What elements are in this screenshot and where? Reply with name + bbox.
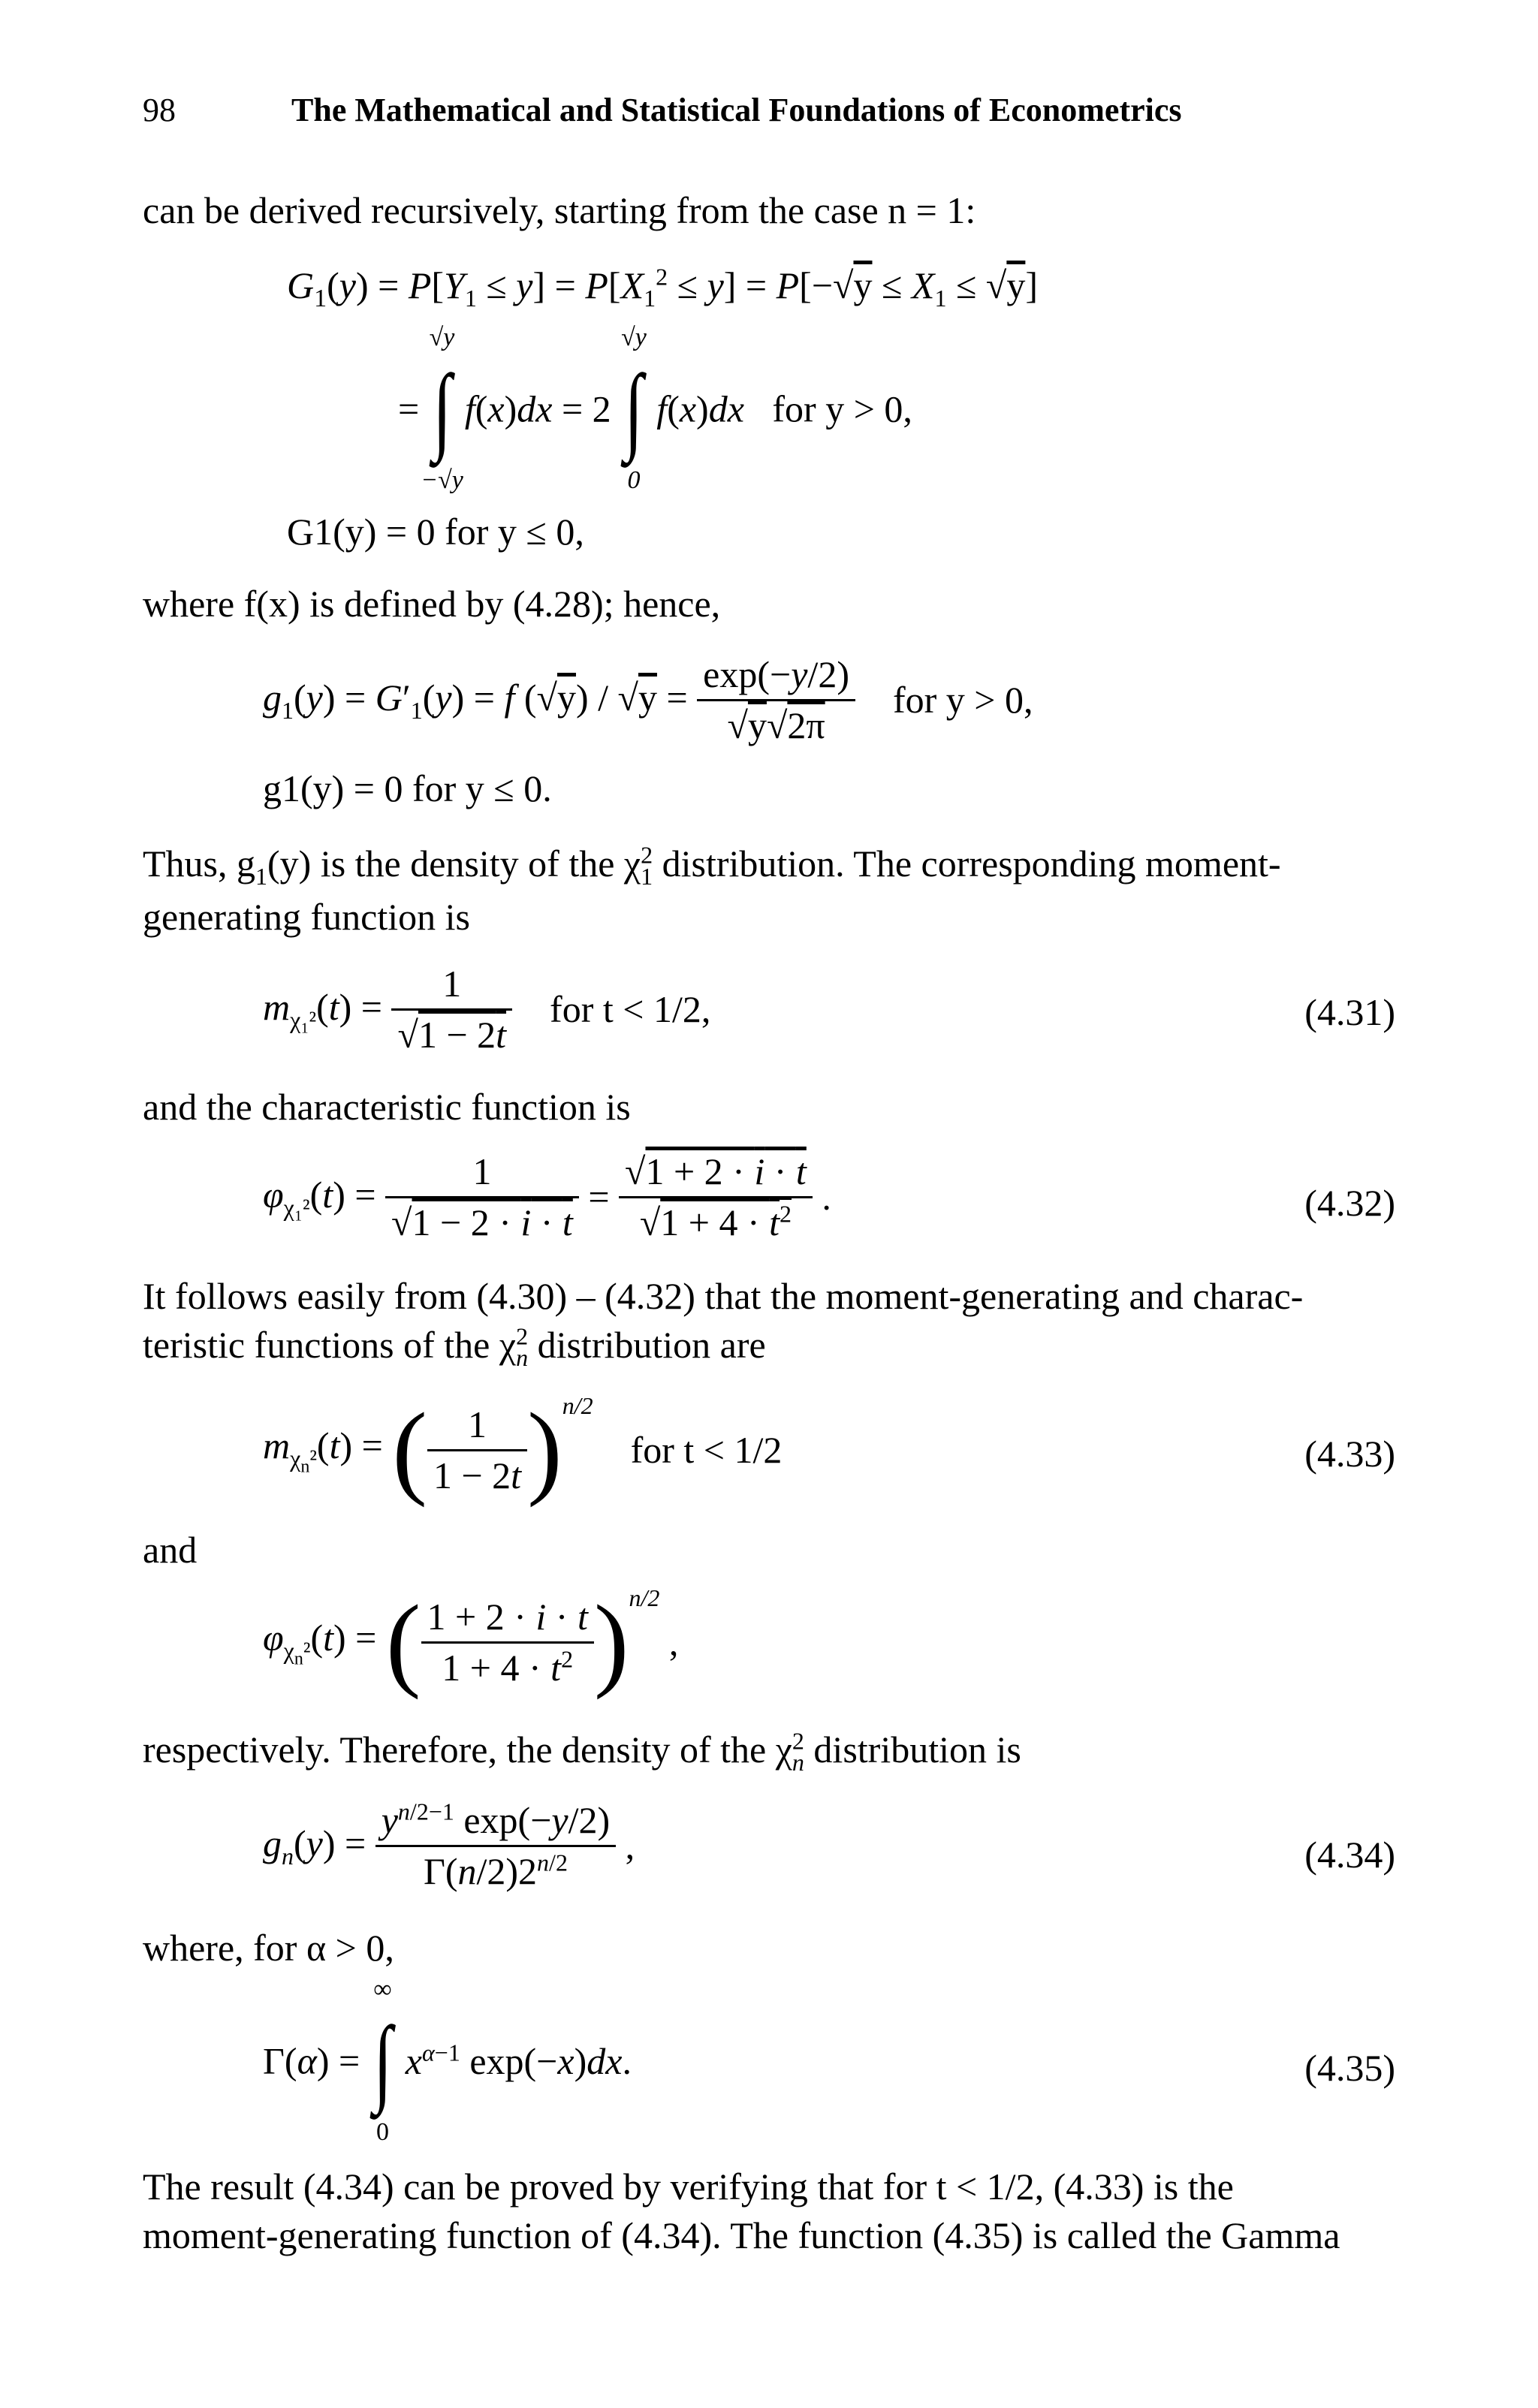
equation-4-33: $m_{\chi_n^2}(t)$ = ( $\frac{1}{1 - 2t}$ )$^{n/2}$ for t < 1/2 bbox=[263, 1391, 783, 1508]
equation-number-4-32: (4.32) bbox=[1304, 1182, 1395, 1224]
equation-number-4-34: (4.34) bbox=[1304, 1834, 1395, 1876]
paragraph-and: and bbox=[143, 1529, 198, 1571]
condition-text: for t < 1/2, bbox=[550, 988, 711, 1030]
paragraph-respectively: respectively. Therefore, the density of the $\chi^2_n$ distribution is bbox=[143, 1727, 1021, 1776]
equation-g1-zero: G1(y) = 0 for y ≤ 0, bbox=[287, 511, 584, 553]
condition-text: for y > 0, bbox=[892, 679, 1033, 721]
equation-number-4-35: (4.35) bbox=[1304, 2047, 1395, 2089]
integral-sign: √y ∫ −√y bbox=[421, 324, 463, 494]
equation-4-32: $\varphi_{\chi_1^2}(t)$ = $\frac{1}{√1 - 2 \cdot i \cdot t}$ = $\frac{√1 + 2 \cdot i \cdot t}{√1 + 4 \cdot t^2}$ . bbox=[263, 1147, 831, 1247]
paragraph-follows: It follows easily from (4.30) – (4.32) that the moment-generating and charac- teristic functions of the $\chi^2_n$ distribution are bbox=[143, 1275, 1304, 1371]
paragraph-intro: can be derived recursively, starting from the case n = 1: bbox=[143, 189, 976, 231]
equation-g1-density: $g_1(y) = G'_1(y) = f$ (√y) / √y = $\frac{\exp(-y/2)}{√y√2\pi}$ for y > 0, bbox=[263, 650, 1033, 750]
condition-text: for y > 0, bbox=[772, 387, 912, 430]
integral-sign: √y ∫ 0 bbox=[621, 324, 647, 494]
paragraph-characteristic: and the characteristic function is bbox=[143, 1086, 631, 1128]
paragraph-thus: Thus, $g_1(y)$ is the density of the $\chi^2_1$ distribution. The corresponding moment- generating function is bbox=[143, 841, 1281, 938]
equation-number-4-33: (4.33) bbox=[1304, 1433, 1395, 1475]
equation-g1-density-zero: g1(y) = 0 for y ≤ 0. bbox=[263, 767, 552, 809]
paragraph-result: The result (4.34) can be proved by verifying that for t < 1/2, (4.33) is the moment-generating function of (4.34). The function (4.35) is called the Gamma bbox=[143, 2165, 1340, 2256]
integral-sign: ∞ ∫ 0 bbox=[373, 1976, 392, 2146]
equation-4-34: $g_n(y)$ = $\frac{y^{n/2-1} \exp(-y/2)}{\Gamma(n/2)2^{n/2}}$ , bbox=[263, 1796, 635, 1896]
equation-g1-integral: = √y ∫ −√y f(x)dx = 2 √y ∫ 0 f(x)dx for y > 0, bbox=[398, 324, 912, 494]
equation-phi-chi-n: $\varphi_{\chi_n^2}(t)$ = ( $\frac{1 + 2 \cdot i \cdot t}{1 + 4 \cdot t^2}$ )$^{n/2}$ , bbox=[263, 1584, 679, 1701]
paragraph-where-alpha: where, for α > 0, bbox=[143, 1927, 394, 1969]
equation-number-4-31: (4.31) bbox=[1304, 991, 1395, 1033]
condition-text: for t < 1/2 bbox=[630, 1429, 783, 1472]
page-number: 98 bbox=[143, 92, 176, 128]
equation-4-31: $m_{\chi_1^2}(t)$ = $\frac{1}{√1 - 2t}$ for t < 1/2, bbox=[263, 960, 710, 1059]
equation-4-35: Γ(α) = ∞ ∫ 0 $x^{\alpha-1}$ exp(−x)dx. bbox=[263, 1976, 632, 2146]
running-title: The Mathematical and Statistical Foundations of Econometrics bbox=[291, 92, 1182, 128]
equation-g1-cdf: $G_1(y) = P[Y_1 \le y] = P[X_1^2 \le y] = P[-√y \le X_1 \le √y]$ bbox=[287, 263, 1039, 312]
paragraph-hence: where f(x) is defined by (4.28); hence, bbox=[143, 583, 721, 625]
